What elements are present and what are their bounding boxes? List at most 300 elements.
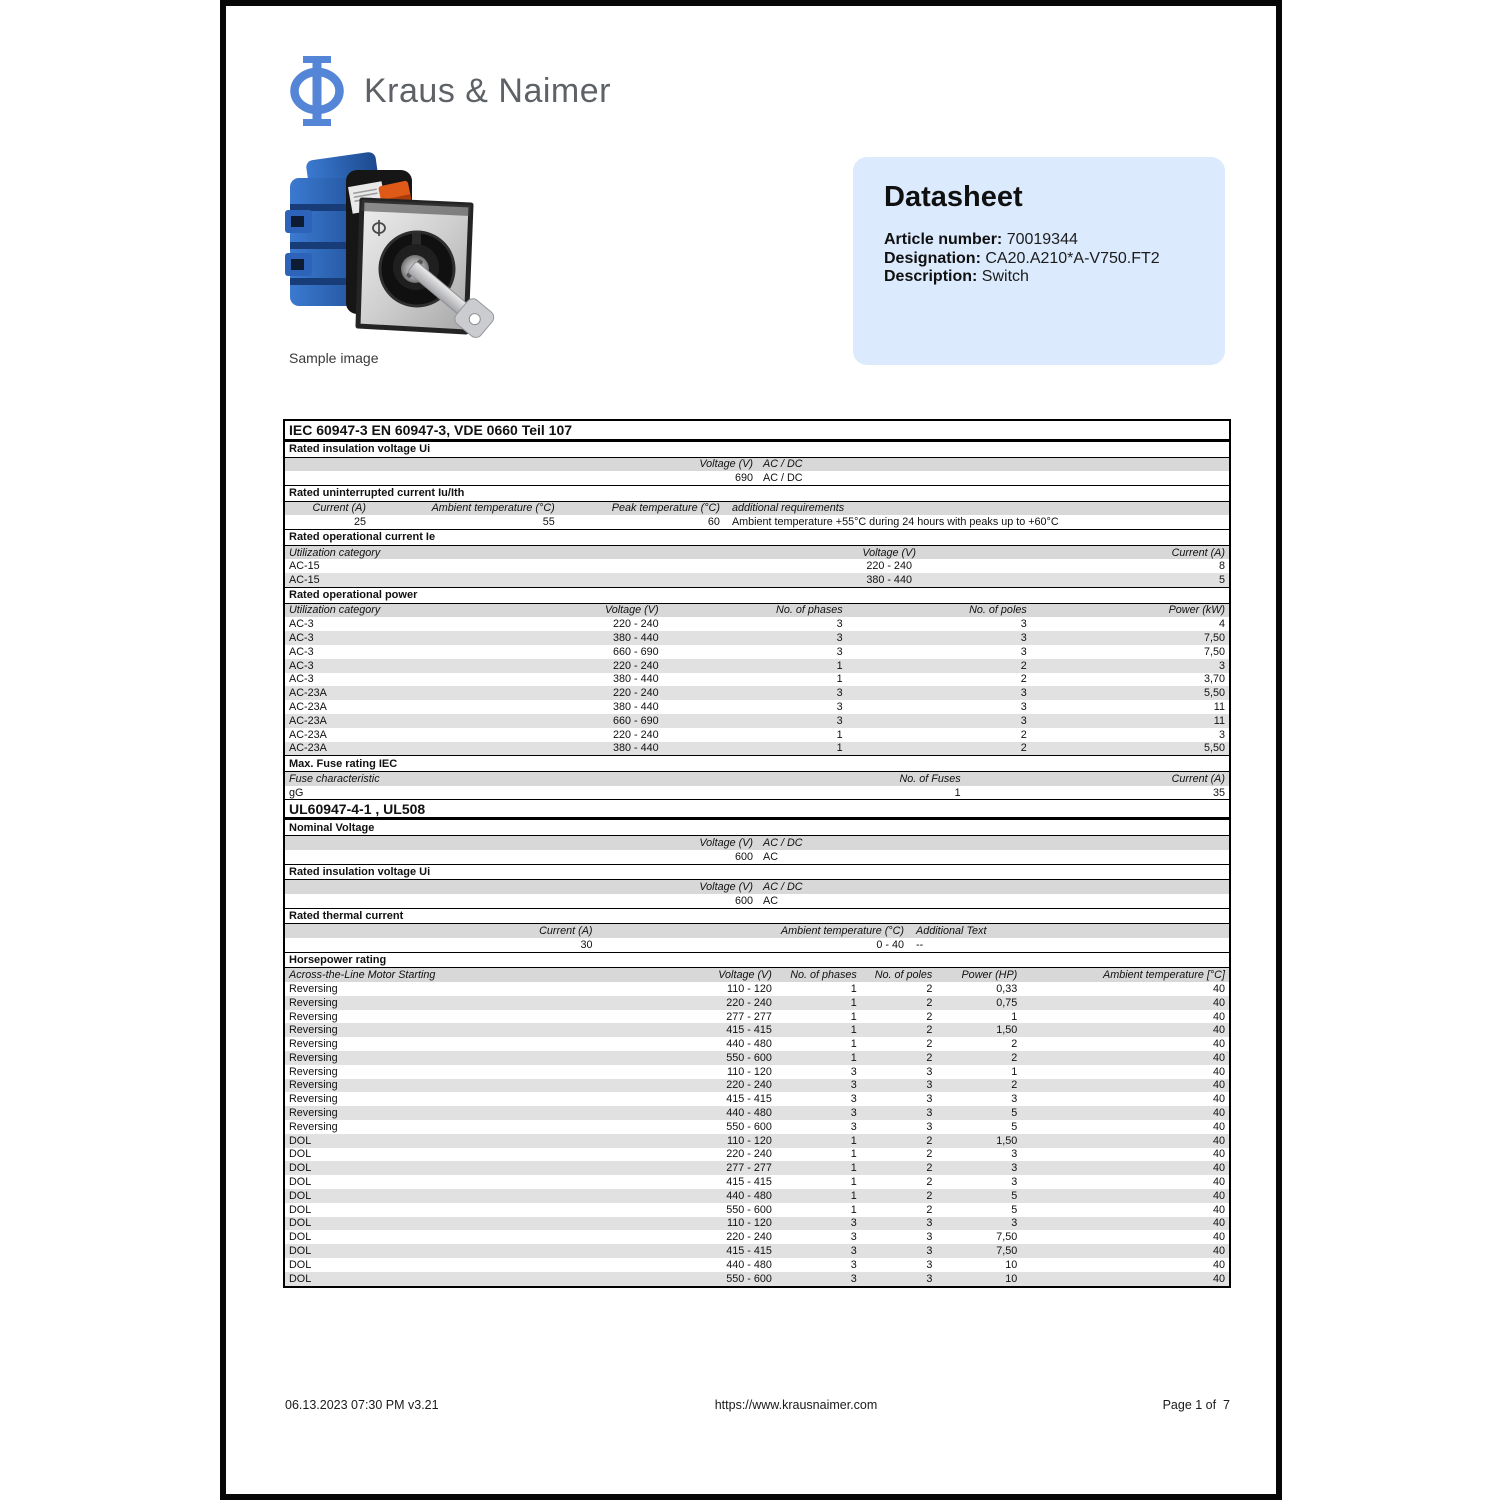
table-cell: 7,50 xyxy=(1203,645,1225,658)
table-cell: 600 xyxy=(734,894,753,907)
table-cell: AC-15 xyxy=(289,574,320,587)
table-cell: 1 xyxy=(850,1162,857,1175)
table-cell: Voltage (V) xyxy=(699,836,753,849)
table-cell: 3 xyxy=(836,645,843,658)
table-cell: gG xyxy=(289,786,304,799)
table-cell: 3 xyxy=(850,1120,857,1133)
table-cell: 3 xyxy=(1020,687,1027,700)
table-cell: 2 xyxy=(1020,742,1027,755)
table-cell: 3 xyxy=(850,1258,857,1271)
table-cell: No. of poles xyxy=(969,604,1027,617)
table-cell: 40 xyxy=(1212,1010,1225,1023)
table-cell: Reversing xyxy=(289,1065,338,1078)
table-cell: Reversing xyxy=(289,1010,338,1023)
table-cell: Ambient temperature (°C) xyxy=(780,925,905,938)
table-cell: 5 xyxy=(1218,574,1225,587)
table-cell: 3 xyxy=(926,1272,933,1285)
table-cell: 40 xyxy=(1212,1148,1225,1161)
table-row xyxy=(285,645,1229,659)
table-title-row xyxy=(285,799,1229,819)
table-cell: Reversing xyxy=(289,1093,338,1106)
table-cell: 110 - 120 xyxy=(727,1134,772,1147)
table-row xyxy=(285,1230,1229,1244)
table-row xyxy=(285,1175,1229,1189)
table-section-row xyxy=(285,819,1229,836)
table-cell: 1,50 xyxy=(996,1134,1018,1147)
table-cell: 5,50 xyxy=(1203,742,1225,755)
table-cell: Current (A) xyxy=(1171,772,1225,785)
row-label: Horsepower rating xyxy=(289,953,387,966)
table-cell: 40 xyxy=(1212,1203,1225,1216)
table-title-row xyxy=(285,421,1229,441)
table-cell: 2 xyxy=(1020,728,1027,741)
table-cell: AC-23A xyxy=(289,687,327,700)
table-cell: AC xyxy=(763,894,778,907)
table-section-row xyxy=(285,529,1229,546)
document-page xyxy=(220,0,1282,1500)
table-row xyxy=(285,786,1229,800)
product-image xyxy=(284,150,499,360)
row-label: Rated operational power xyxy=(289,589,418,602)
table-cell: 5,50 xyxy=(1203,687,1225,700)
table-cell: 3,70 xyxy=(1203,673,1225,686)
table-cell: 550 - 600 xyxy=(726,1272,772,1285)
table-cell: No. of Fuses xyxy=(899,772,961,785)
table-row xyxy=(285,1244,1229,1258)
table-cell: 1 xyxy=(836,728,843,741)
table-cell: 11 xyxy=(1213,701,1225,714)
table-cell: Voltage (V) xyxy=(604,604,659,617)
table-row xyxy=(285,1023,1229,1037)
table-cell: Utilization category xyxy=(289,546,381,559)
table-cell: DOL xyxy=(289,1203,312,1216)
row-label: Rated thermal current xyxy=(289,909,404,922)
table-cell: 3 xyxy=(1011,1162,1018,1175)
card-field: Article number: 70019344 xyxy=(884,231,1078,248)
table-cell: 40 xyxy=(1212,1024,1225,1037)
table-cell: 10 xyxy=(1005,1272,1018,1285)
table-header-row xyxy=(285,772,1229,786)
table-cell: 2 xyxy=(926,1134,933,1147)
row-label: IEC 60947-3 EN 60947-3, VDE 0660 Teil 107 xyxy=(289,422,573,438)
table-cell: 3 xyxy=(836,687,843,700)
row-label: Rated uninterrupted current Iu/Ith xyxy=(289,487,465,500)
row-label: UL60947-4-1 , UL508 xyxy=(289,800,426,817)
table-row xyxy=(285,686,1229,700)
table-cell: Peak temperature (°C) xyxy=(611,502,720,515)
table-cell: 40 xyxy=(1212,1272,1225,1285)
table-cell: 40 xyxy=(1212,996,1225,1009)
table-cell: 2 xyxy=(1011,1079,1018,1092)
table-header-row xyxy=(285,604,1229,618)
table-cell: 3 xyxy=(1020,714,1027,727)
row-label: Rated insulation voltage Ui xyxy=(289,443,431,456)
phi-logo-icon xyxy=(290,56,344,126)
table-cell: 55 xyxy=(542,516,555,529)
table-cell: 40 xyxy=(1212,1120,1225,1133)
table-cell: 220 - 240 xyxy=(612,659,659,672)
table-cell: 3 xyxy=(850,1079,857,1092)
table-cell: 5 xyxy=(1011,1107,1018,1120)
table-cell: 3 xyxy=(1218,728,1225,741)
table-cell: 380 - 440 xyxy=(612,742,659,755)
table-cell: Current (A) xyxy=(1171,546,1225,559)
table-cell: 3 xyxy=(850,1245,857,1258)
table-cell: 2 xyxy=(926,1051,933,1064)
table-cell: Reversing xyxy=(289,1024,338,1037)
table-cell: 40 xyxy=(1212,982,1225,995)
table-cell: additional requirements xyxy=(731,502,845,515)
table-cell: Reversing xyxy=(289,996,338,1009)
table-cell: Power (kW) xyxy=(1168,604,1225,617)
table-cell: 25 xyxy=(353,516,366,529)
table-cell: 220 - 240 xyxy=(612,618,659,631)
footer-timestamp: 06.13.2023 07:30 PM v3.21 xyxy=(285,1398,439,1412)
table-cell: 3 xyxy=(850,1093,857,1106)
table-section-row xyxy=(285,864,1229,881)
table-cell: 2 xyxy=(926,1176,933,1189)
table-cell: Utilization category xyxy=(289,604,381,617)
table-row xyxy=(285,1079,1229,1093)
table-cell: 3 xyxy=(836,714,843,727)
table-row xyxy=(285,894,1229,908)
table-row xyxy=(285,996,1229,1010)
table-cell: AC / DC xyxy=(763,472,803,485)
table-cell: 2 xyxy=(1020,673,1027,686)
table-row xyxy=(285,515,1229,529)
table-cell: 380 - 440 xyxy=(612,632,659,645)
table-cell: 660 - 690 xyxy=(612,714,659,727)
table-cell: 11 xyxy=(1213,714,1225,727)
table-cell: 7,50 xyxy=(996,1231,1018,1244)
table-row xyxy=(285,559,1229,573)
table-cell: 2 xyxy=(1011,1051,1018,1064)
table-cell: 2 xyxy=(926,1203,933,1216)
table-row xyxy=(285,1134,1229,1148)
table-cell: DOL xyxy=(289,1272,312,1285)
table-cell: AC / DC xyxy=(763,836,803,849)
table-cell: DOL xyxy=(289,1176,312,1189)
table-cell: 60 xyxy=(707,516,720,529)
row-label: Nominal Voltage xyxy=(289,821,375,834)
table-cell: 1 xyxy=(850,1038,857,1051)
table-cell: DOL xyxy=(289,1245,312,1258)
table-header-row xyxy=(285,546,1229,560)
card-title: Datasheet xyxy=(884,181,1023,213)
table-cell: 3 xyxy=(1011,1176,1018,1189)
table-cell: Reversing xyxy=(289,1107,338,1120)
table-cell: 40 xyxy=(1212,1217,1225,1230)
table-row xyxy=(285,1092,1229,1106)
table-cell: 220 - 240 xyxy=(726,1079,772,1092)
table-cell: Reversing xyxy=(289,1120,338,1133)
table-row xyxy=(285,1217,1229,1231)
row-label: Rated operational current Ie xyxy=(289,531,436,544)
table-cell: Current (A) xyxy=(539,925,593,938)
table-cell: 1 xyxy=(850,1176,857,1189)
table-row xyxy=(285,938,1229,952)
table-cell: Current (A) xyxy=(312,502,366,515)
table-header-row xyxy=(285,880,1229,894)
table-cell: 7,50 xyxy=(1203,632,1225,645)
table-row xyxy=(285,1272,1229,1286)
table-cell: 220 - 240 xyxy=(726,996,772,1009)
table-cell: 1 xyxy=(850,1051,857,1064)
table-cell: 40 xyxy=(1212,1134,1225,1147)
table-cell: 30 xyxy=(580,938,593,951)
table-row xyxy=(285,1010,1229,1024)
table-header-row xyxy=(285,502,1229,516)
table-cell: 550 - 600 xyxy=(726,1120,772,1133)
table-row xyxy=(285,1106,1229,1120)
table-row xyxy=(285,573,1229,587)
table-cell: 40 xyxy=(1212,1245,1225,1258)
table-cell: 7,50 xyxy=(996,1245,1018,1258)
table-cell: 415 - 415 xyxy=(726,1176,772,1189)
table-cell: Voltage (V) xyxy=(862,546,916,559)
footer-page-number: Page 1 of 7 xyxy=(1162,1398,1230,1412)
table-cell: 5 xyxy=(1011,1203,1018,1216)
table-cell: 10 xyxy=(1005,1258,1018,1271)
card-field: Designation: CA20.A210*A-V750.FT2 xyxy=(884,249,1160,267)
table-cell: 3 xyxy=(926,1107,933,1120)
table-cell: 40 xyxy=(1212,1176,1225,1189)
table-cell: 3 xyxy=(850,1107,857,1120)
table-cell: AC-15 xyxy=(289,560,320,573)
table-cell: 1 xyxy=(1011,1010,1018,1023)
table-row xyxy=(285,617,1229,631)
table-cell: 220 - 240 xyxy=(726,1148,772,1161)
table-cell: 1 xyxy=(850,1189,857,1202)
table-cell: No. of phases xyxy=(776,604,843,617)
sample-image-caption: Sample image xyxy=(289,350,379,366)
table-cell: 3 xyxy=(926,1065,933,1078)
table-header-row xyxy=(285,836,1229,850)
table-row xyxy=(285,1148,1229,1162)
table-cell: 415 - 415 xyxy=(726,1093,772,1106)
table-cell: AC / DC xyxy=(763,458,803,471)
table-cell: 40 xyxy=(1212,1065,1225,1078)
brand-logo xyxy=(290,56,611,126)
table-cell: 2 xyxy=(926,1024,933,1037)
table-cell: Ambient temperature [°C] xyxy=(1103,969,1225,982)
table-cell: 3 xyxy=(1011,1148,1018,1161)
table-cell: AC-3 xyxy=(289,618,314,631)
table-cell: 3 xyxy=(1020,701,1027,714)
table-cell: 110 - 120 xyxy=(727,1217,772,1230)
table-cell: 3 xyxy=(926,1258,933,1271)
table-cell: 0 - 40 xyxy=(876,938,905,951)
table-cell: AC-3 xyxy=(289,645,314,658)
table-cell: 1 xyxy=(850,982,857,995)
table-row xyxy=(285,659,1229,673)
table-row xyxy=(285,700,1229,714)
table-cell: 40 xyxy=(1212,1107,1225,1120)
table-cell: DOL xyxy=(289,1134,312,1147)
table-cell: 2 xyxy=(926,996,933,1009)
table-cell: 1 xyxy=(850,1203,857,1216)
table-cell: 40 xyxy=(1212,1051,1225,1064)
table-row xyxy=(285,631,1229,645)
table-cell: 1 xyxy=(850,1024,857,1037)
table-cell: 40 xyxy=(1212,1231,1225,1244)
table-cell: Reversing xyxy=(289,982,338,995)
table-cell: 2 xyxy=(1011,1038,1018,1051)
table-cell: 1 xyxy=(850,1134,857,1147)
table-section-row xyxy=(285,485,1229,502)
table-cell: 0,33 xyxy=(996,982,1018,995)
table-cell: Across-the-Line Motor Starting xyxy=(289,969,436,982)
table-row xyxy=(285,850,1229,864)
table-cell: 220 - 240 xyxy=(612,728,659,741)
table-cell: 110 - 120 xyxy=(727,982,772,995)
table-section-row xyxy=(285,952,1229,969)
table-cell: 4 xyxy=(1218,618,1225,631)
table-cell: Additional Text xyxy=(916,925,987,938)
table-cell: 2 xyxy=(926,1010,933,1023)
table-cell: 1 xyxy=(850,996,857,1009)
table-cell: 3 xyxy=(926,1120,933,1133)
table-row xyxy=(285,714,1229,728)
table-cell: 3 xyxy=(1020,632,1027,645)
table-cell: 3 xyxy=(850,1217,857,1230)
table-cell: 415 - 415 xyxy=(726,1024,772,1037)
table-cell: 660 - 690 xyxy=(612,645,659,658)
brand-name: Kraus & Naimer xyxy=(364,71,611,110)
row-label: Max. Fuse rating IEC xyxy=(289,757,398,770)
table-cell: AC-3 xyxy=(289,673,314,686)
table-cell: 3 xyxy=(836,618,843,631)
table-cell: 3 xyxy=(926,1231,933,1244)
table-cell: 3 xyxy=(1218,659,1225,672)
table-cell: 40 xyxy=(1212,1189,1225,1202)
table-cell: Reversing xyxy=(289,1079,338,1092)
table-section-row xyxy=(285,755,1229,772)
table-cell: 1 xyxy=(836,659,843,672)
table-cell: 550 - 600 xyxy=(726,1203,772,1216)
table-cell: 380 - 440 xyxy=(612,673,659,686)
table-cell: Fuse characteristic xyxy=(289,772,380,785)
table-cell: 380 - 440 xyxy=(866,574,912,587)
table-cell: 690 xyxy=(734,472,753,485)
table-cell: 40 xyxy=(1212,1093,1225,1106)
table-cell: Ambient temperature (°C) xyxy=(431,502,555,515)
table-cell: 220 - 240 xyxy=(866,560,912,573)
table-cell: 3 xyxy=(850,1231,857,1244)
table-cell: 3 xyxy=(1011,1217,1018,1230)
table-cell: 40 xyxy=(1212,1258,1225,1271)
rotary-key-switch-illustration xyxy=(284,150,499,355)
table-cell: 5 xyxy=(1011,1120,1018,1133)
table-cell: Voltage (V) xyxy=(718,969,772,982)
table-cell: 3 xyxy=(836,632,843,645)
table-section-row xyxy=(285,587,1229,604)
table-cell: 3 xyxy=(1011,1093,1018,1106)
table-cell: DOL xyxy=(289,1217,312,1230)
table-cell: 2 xyxy=(926,1148,933,1161)
table-cell: 1 xyxy=(850,1148,857,1161)
table-cell: AC-23A xyxy=(289,728,327,741)
table-cell: 440 - 480 xyxy=(726,1258,772,1271)
table-cell: 440 - 480 xyxy=(726,1189,772,1202)
table-cell: 600 xyxy=(734,850,753,863)
datasheet-card xyxy=(853,157,1225,365)
table-cell: 2 xyxy=(926,1038,933,1051)
table-row xyxy=(285,1189,1229,1203)
table-cell: DOL xyxy=(289,1189,312,1202)
table-row xyxy=(285,1161,1229,1175)
table-cell: DOL xyxy=(289,1231,312,1244)
table-cell: 380 - 440 xyxy=(612,701,659,714)
table-section-row xyxy=(285,908,1229,925)
table-cell: 3 xyxy=(926,1079,933,1092)
table-cell: AC-23A xyxy=(289,714,327,727)
card-fields xyxy=(884,231,1194,287)
table-row xyxy=(285,1065,1229,1079)
table-cell: AC / DC xyxy=(763,880,803,893)
table-cell: 415 - 415 xyxy=(726,1245,772,1258)
table-row xyxy=(285,471,1229,485)
table-cell: No. of phases xyxy=(790,969,857,982)
table-cell: 2 xyxy=(926,982,933,995)
table-cell: Voltage (V) xyxy=(699,458,753,471)
table-section-row xyxy=(285,441,1229,458)
table-cell: 8 xyxy=(1218,560,1225,573)
table-cell: 1 xyxy=(1011,1065,1018,1078)
table-cell: No. of poles xyxy=(874,969,933,982)
table-cell: 3 xyxy=(926,1245,933,1258)
table-cell: 2 xyxy=(1020,659,1027,672)
table-cell: -- xyxy=(916,938,924,951)
table-cell: 35 xyxy=(1212,786,1225,799)
table-header-row xyxy=(285,458,1229,472)
footer-url[interactable]: https://www.krausnaimer.com xyxy=(714,1398,878,1412)
table-cell: 5 xyxy=(1011,1189,1018,1202)
card-field: Description: Switch xyxy=(884,268,1029,285)
table-cell: Power (HP) xyxy=(961,969,1018,982)
table-cell: 1 xyxy=(836,742,843,755)
table-row xyxy=(285,1051,1229,1065)
table-cell: AC-23A xyxy=(289,701,327,714)
table-cell: 550 - 600 xyxy=(726,1051,772,1064)
table-row xyxy=(285,742,1229,756)
table-cell: Reversing xyxy=(289,1051,338,1064)
table-cell: 277 - 277 xyxy=(726,1162,772,1175)
table-cell: 110 - 120 xyxy=(727,1065,772,1078)
table-cell: 40 xyxy=(1212,1162,1225,1175)
table-cell: Voltage (V) xyxy=(699,880,753,893)
table-cell: 40 xyxy=(1212,1038,1225,1051)
table-row xyxy=(285,673,1229,687)
table-cell: Ambient temperature +55°C during 24 hours with peaks up to +60°C xyxy=(731,516,1059,529)
table-cell: AC-3 xyxy=(289,632,314,645)
table-cell: 1 xyxy=(836,673,843,686)
table-row xyxy=(285,1120,1229,1134)
table-cell: 1 xyxy=(954,786,961,799)
table-cell: 40 xyxy=(1212,1079,1225,1092)
table-cell: 3 xyxy=(850,1065,857,1078)
table-header-row xyxy=(285,924,1229,938)
table-cell: 220 - 240 xyxy=(726,1231,772,1244)
table-cell: DOL xyxy=(289,1162,312,1175)
table-cell: 277 - 277 xyxy=(726,1010,772,1023)
table-cell: AC-23A xyxy=(289,742,327,755)
table-row xyxy=(285,1037,1229,1051)
table-cell: 3 xyxy=(1020,645,1027,658)
table-row xyxy=(285,1258,1229,1272)
table-cell: 220 - 240 xyxy=(612,687,659,700)
table-cell: AC-3 xyxy=(289,659,314,672)
